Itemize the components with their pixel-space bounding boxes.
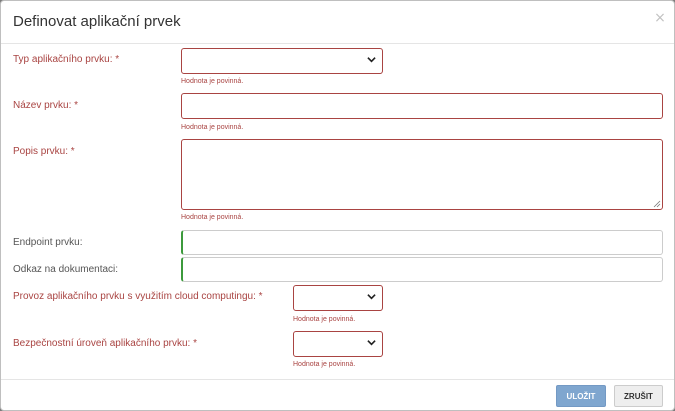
security-label: Bezpečnostní úroveň aplikačního prvku: * <box>13 338 197 349</box>
description-label: Popis prvku: * <box>13 146 75 157</box>
type-error: Hodnota je povinná. <box>181 78 244 85</box>
save-button[interactable]: ULOŽIT <box>556 385 606 407</box>
type-label: Typ aplikačního prvku: * <box>13 54 120 65</box>
description-textarea[interactable] <box>181 139 663 210</box>
chevron-down-icon <box>367 292 376 301</box>
chevron-down-icon <box>367 338 376 347</box>
description-error: Hodnota je povinná. <box>181 214 244 221</box>
security-select[interactable] <box>293 331 383 357</box>
modal-footer <box>1 379 674 411</box>
name-error: Hodnota je povinná. <box>181 124 244 131</box>
endpoint-label: Endpoint prvku: <box>13 237 83 248</box>
cloud-select[interactable] <box>293 285 383 311</box>
cloud-error: Hodnota je povinná. <box>293 316 356 323</box>
close-icon[interactable]: × <box>654 10 666 26</box>
chevron-down-icon <box>367 55 376 64</box>
security-error: Hodnota je povinná. <box>293 361 356 368</box>
modal-title: Definovat aplikační prvek <box>13 13 181 30</box>
name-label: Název prvku: * <box>13 100 79 111</box>
cloud-label: Provoz aplikačního prvku s využitím cloud computingu: * <box>13 291 263 302</box>
resize-grip-icon[interactable] <box>653 200 661 208</box>
modal-header <box>1 1 674 44</box>
name-input[interactable] <box>181 93 663 119</box>
type-select[interactable] <box>181 48 383 74</box>
cancel-button[interactable]: ZRUŠIT <box>614 385 663 407</box>
endpoint-input[interactable] <box>181 230 663 255</box>
documentation-label: Odkaz na dokumentaci: <box>13 264 119 275</box>
documentation-input[interactable] <box>181 257 663 282</box>
